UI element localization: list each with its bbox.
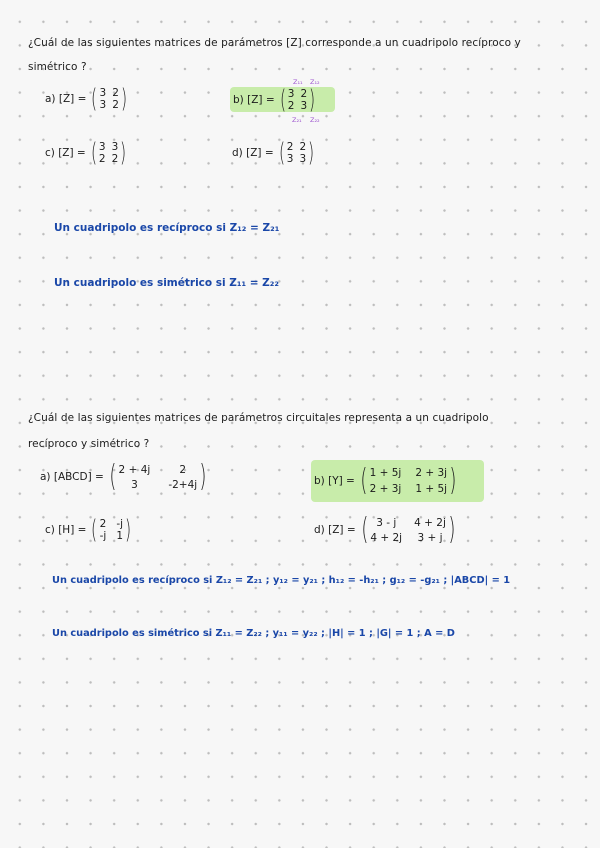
q1-option-c-matrix: ( 3 3 2 2 ) [90, 138, 127, 168]
matrix-cell: 3 [98, 141, 106, 153]
q2-option-d-label: d) [Z] = [314, 524, 356, 536]
matrix-cell: 3 [99, 87, 107, 99]
q2-note-symmetric: Un cuadripolo es simétrico si Z₁₁ = Z₂₂ ; y₁₁ = y₂₂ ; |H| = 1 ; |G| = 1 ; A = D [52, 628, 455, 639]
matrix-cell: -j [116, 518, 124, 530]
question-2-line-2: recíproco y simétrico ? [28, 438, 150, 450]
matrix-cell: 2 [299, 141, 307, 153]
matrix-cell: -j [99, 530, 107, 542]
question-1-line-2: simétrico ? [28, 61, 87, 73]
q2-option-d-matrix: ( 3 - j 4 + 2j 4 + 2j 3 + j ) [360, 512, 456, 547]
q1-option-c-label: c) [Z] = [45, 147, 86, 159]
matrix-cell: 2 [99, 518, 107, 530]
matrix-cell: 3 [286, 153, 294, 165]
q2-option-a-label: a) [ABCD] = [40, 471, 104, 483]
q1-option-d [232, 140, 316, 166]
matrix-cell: 2 + 3j [369, 483, 402, 495]
q2-option-c [45, 517, 133, 543]
matrix-cell: 2 [300, 87, 308, 100]
q2-option-b-matrix: ( 1 + 5j 2 + 3j 2 + 3j 1 + 5j ) [360, 463, 457, 498]
matrix-cell: 4 + 2j [370, 531, 403, 544]
q2-note-reciprocal: Un cuadripolo es recíproco si Z₁₂ = Z₂₁ ; y₁₂ = y₂₁ ; h₁₂ = -h₂₁ ; g₁₂ = -g₂₁ ; |ABCD| = 1 [52, 575, 511, 586]
q2-option-b-highlighted-answer [311, 460, 484, 502]
matrix-cell: 2 [111, 153, 119, 165]
q2-option-b-label: b) [Y] = [314, 475, 355, 487]
q1-option-d-label: d) [Z] = [232, 147, 274, 159]
matrix-cell: 2 [287, 99, 295, 112]
matrix-cell: 1 + 5j [369, 467, 402, 479]
matrix-cell: 2 [98, 153, 106, 165]
q1-option-b-matrix: ( 3 2 2 3 ) [279, 84, 316, 115]
q2-option-a-matrix: ( 2 + 4j 2 3 -2+4j ) [109, 459, 207, 494]
matrix-cell: 3 [111, 141, 119, 153]
q1-note-reciprocal: Un cuadripolo es recíproco si Z₁₂ = Z₂₁ [54, 222, 280, 234]
q2-option-a [40, 459, 209, 494]
q2-option-c-label: c) [H] = [45, 524, 87, 536]
q2-option-d [314, 512, 458, 547]
question-2-line-1: ¿Cuál de las siguientes matrices de parámetros circuitales representa a un cuadripolo [28, 412, 489, 424]
q1-option-a [45, 86, 129, 112]
matrix-cell: 3 - j [376, 516, 397, 529]
matrix-cell: 3 + j [417, 531, 443, 544]
q1-option-c [45, 140, 128, 166]
annotation-z11: Z₁₁ [293, 78, 303, 86]
question-1-line-1: ¿Cuál de las siguientes matrices de parámetros [Z] corresponde a un cuadripolo recíproco y [28, 37, 521, 49]
matrix-cell: 3 [131, 478, 138, 491]
q1-option-a-label: a) [Z] = [45, 93, 87, 105]
q1-option-a-matrix: ( 3 2 3 2 ) [91, 84, 128, 114]
q1-option-b-highlighted-answer [230, 84, 335, 115]
matrix-cell: 3 [287, 87, 295, 100]
matrix-cell: 2 + 3j [415, 467, 448, 479]
q1-option-b-label: b) [Z] = [233, 93, 275, 106]
q2-option-c-matrix: ( 2 -j -j 1 ) [91, 515, 132, 545]
annotation-z12: Z₁₂ [310, 78, 320, 86]
annotation-z22: Z₂₂ [310, 116, 320, 124]
matrix-cell: 2 [286, 141, 294, 153]
matrix-cell: 3 [99, 99, 107, 111]
q1-note-symmetric: Un cuadripolo es simétrico si Z₁₁ = Z₂₂ [54, 277, 279, 289]
matrix-cell: 3 [299, 153, 307, 165]
matrix-cell: -2+4j [168, 478, 198, 491]
matrix-cell: 2 [179, 463, 187, 476]
matrix-cell: 2 + 4j [118, 463, 151, 476]
matrix-cell: 2 [112, 99, 119, 111]
matrix-cell: 1 [116, 530, 124, 542]
matrix-cell: 2 [112, 87, 119, 99]
matrix-cell: 3 [300, 99, 308, 112]
q1-option-d-matrix: ( 2 2 3 3 ) [278, 138, 315, 168]
matrix-cell: 1 + 5j [415, 483, 448, 495]
matrix-cell: 4 + 2j [414, 516, 446, 529]
annotation-z21: Z₂₁ [292, 116, 302, 124]
